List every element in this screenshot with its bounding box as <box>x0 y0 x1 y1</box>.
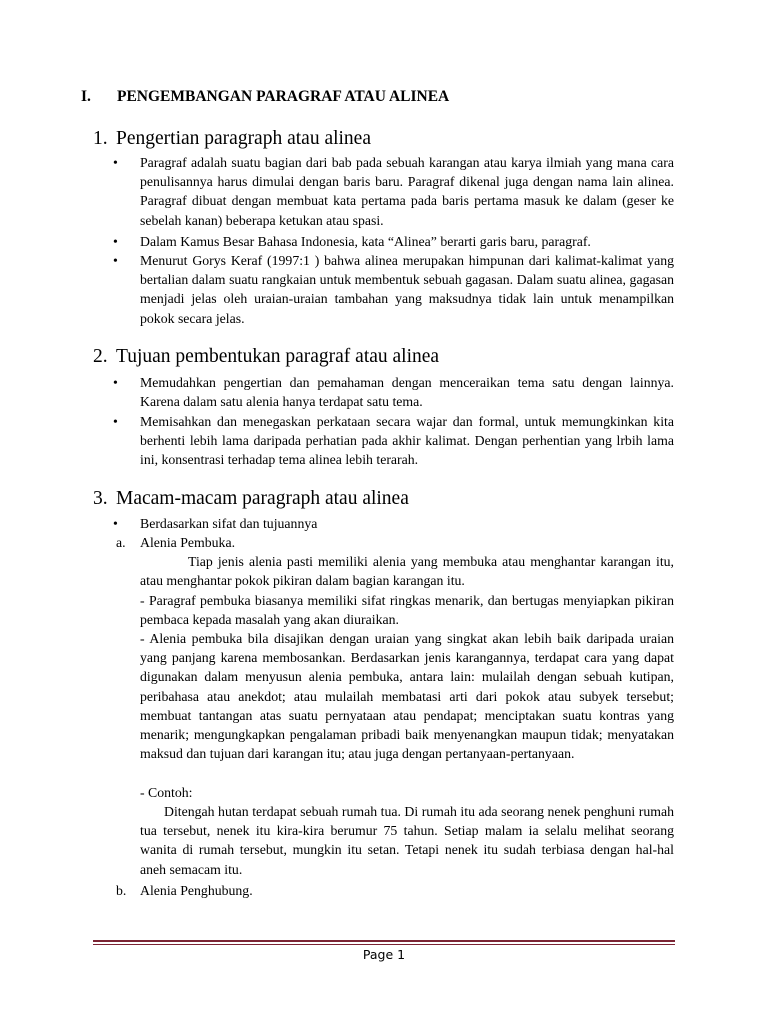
section-1-bullet-2: Dalam Kamus Besar Bahasa Indonesia, kata “Alinea” berarti garis baru, paragraf. <box>140 234 591 249</box>
footer-rule-thick <box>93 940 675 942</box>
bullet-icon: • <box>113 516 118 531</box>
item-b-marker: b. <box>116 883 127 898</box>
page-number: Page 1 <box>362 947 406 962</box>
item-b-label: Alenia Penghubung. <box>140 883 253 898</box>
section-1-bullet-1: Paragraf adalah suatu bagian dari bab pada sebuah karangan atau karya ilmiah yang mana cara penulisannya harus dimulai dengan baris baru. Paragraf dikenal juga dengan nama lain alinea. Paragraf dibuat dengan membuat kata pertama pada baris pertama masuk ke dalam (geser ke sebelah kanan) beberapa ketukan atau spasi. <box>140 155 674 228</box>
item-a-example-label: - Contoh: <box>140 785 193 800</box>
footer-rule-thin <box>93 944 675 945</box>
section-3-bullet-1: Berdasarkan sifat dan tujuannya <box>140 516 318 531</box>
section-2-title: 2. Tujuan pembentukan paragraf atau alinea <box>93 346 440 367</box>
item-a-paragraph-1: Tiap jenis alenia pasti memiliki alenia yang membuka atau menghantar karangan itu, atau menghantar pokok pikiran dalam bagian karangan itu. <box>140 554 674 589</box>
item-a-label: Alenia Pembuka. <box>140 535 236 550</box>
item-a-marker: a. <box>116 535 126 550</box>
heading-number: I. <box>81 88 91 105</box>
item-a-example-text: Ditengah hutan terdapat sebuah rumah tua. Di rumah itu ada seorang nenek penghuni rumah tua tersebut, nenek itu kira-kira berumur 75 tahun. Setiap malam ia selalu melihat seorang wanita di rumah tersebut, mungkin itu setan. Tetapi nenek itu sudah terbiasa dengan hal-hal aneh semacam itu. <box>140 804 674 877</box>
section-1-bullet-3: Menurut Gorys Keraf (1997:1 ) bahwa alinea merupakan himpunan dari kalimat-kalimat yang bertalian dalam suatu rangkaian untuk membentuk sebuah gagasan. Dalam suatu alinea, gagasan menjadi jelas oleh uraian-uraian tambahan yang maksudnya tidak lain untuk menampilkan pokok secara jelas. <box>140 253 674 326</box>
bullet-icon: • <box>113 234 118 249</box>
item-a-paragraph-2: - Paragraf pembuka biasanya memiliki sifat ringkas menarik, dan bertugas menyiapkan pikiran pembaca kepada masalah yang akan diuraikan. <box>140 593 674 628</box>
section-3-title: 3. Macam-macam paragraph atau alinea <box>93 488 409 509</box>
section-1-title: 1. Pengertian paragraph atau alinea <box>93 128 371 149</box>
heading-title: PENGEMBANGAN PARAGRAF ATAU ALINEA <box>117 88 450 105</box>
section-2-bullet-1: Memudahkan pengertian dan pemahaman dengan menceraikan tema satu dengan lainnya. Karena dalam satu alenia hanya terdapat satu tema. <box>140 375 674 410</box>
bullet-icon: • <box>113 414 118 429</box>
bullet-icon: • <box>113 375 118 390</box>
bullet-icon: • <box>113 155 118 170</box>
bullet-icon: • <box>113 253 118 268</box>
section-2-bullet-2: Memisahkan dan menegaskan perkataan secara wajar dan formal, untuk memungkinkan kita berhenti lebih lama daripada perhatian pada akhir kalimat. Dengan perhentian yang lrbih lama ini, konsentrasi terhadap tema alinea lebih terarah. <box>140 414 674 468</box>
item-a-paragraph-3: - Alenia pembuka bila disajikan dengan uraian yang singkat akan lebih baik daripada uraian yang panjang karena membosankan. Berdasarkan jenis karangannya, terdapat cara yang dapat digunakan dalam menyusun alenia pembuka, antara lain: mulailah dengan sebuah kutipan, peribahasa atau anekdot; atau mulailah membatasi arti dari pokok atau subyek tersebut; membuat tantangan atas suatu pernyataan atau pendapat; menciptakan suatu kontras yang menarik; mengungkapkan pengalaman pribadi baik menyenangkan maupun tidak; menyatakan maksud dan tujuan dari karangan itu; atau juga dengan pertanyaan-pertanyaan. <box>140 631 674 762</box>
